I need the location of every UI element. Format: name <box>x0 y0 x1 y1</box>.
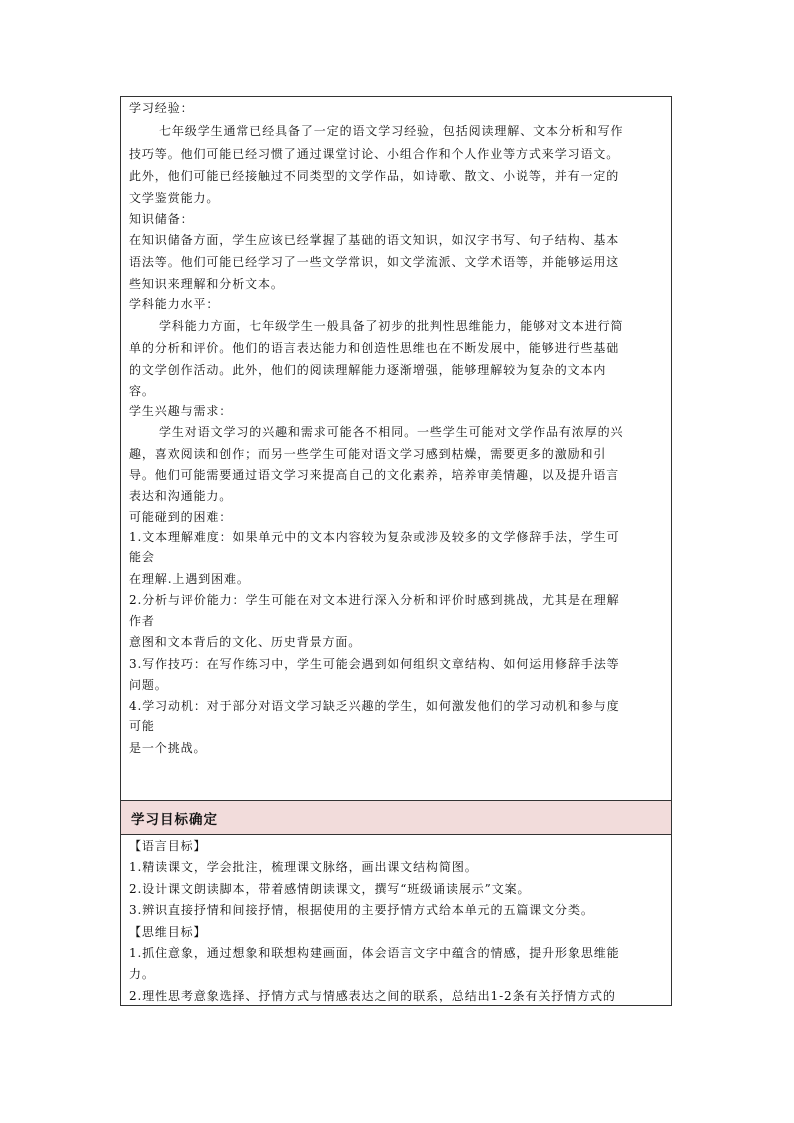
section-heading-band <box>121 801 671 835</box>
subheading-thinking-goals: 【思维目标】 <box>129 925 207 939</box>
learner-analysis-cell <box>121 97 671 801</box>
text-line: 3.辨识直接抒情和间接抒情，根据使用的主要抒情方式给本单元的五篇课文分类。 <box>129 903 594 917</box>
learning-goals-cell <box>121 835 671 1005</box>
text-line: 在理解.上遇到困难。 <box>129 572 250 586</box>
text-line: 语法等。他们可能已经学习了一些文学常识，如文学流派、文学术语等，并能够运用这 <box>129 255 620 269</box>
text-line: 趣，喜欢阅读和创作；而另一些学生可能对语文学习感到枯燥，需要更多的激励和引 <box>129 447 607 461</box>
subheading-ability: 学科能力水平： <box>129 297 220 311</box>
text-line: 1.抓住意象，通过想象和联想构建画面，体会语言文字中蕴含的情感，提升形象思维能 <box>129 946 620 960</box>
text-line: 学科能力方面，七年级学生一般具备了初步的批判性思维能力，能够对文本进行简 <box>159 319 624 333</box>
text-line: 容。 <box>129 384 155 398</box>
subheading-language-goals: 【语言目标】 <box>129 839 207 853</box>
content-table <box>120 96 672 1006</box>
subheading-difficulties: 可能碰到的困难： <box>129 510 233 524</box>
section-heading: 学习目标确定 <box>131 812 218 828</box>
text-line: 2.理性思考意象选择、抒情方式与情感表达之间的联系，总结出1-2条有关抒情方式的 <box>129 989 616 1003</box>
text-line: 4.学习动机：对于部分对语文学习缺乏兴趣的学生，如何激发他们的学习动机和参与度 <box>129 699 620 713</box>
text-line: 文学鉴赏能力。 <box>129 191 220 205</box>
text-line: 表达和沟通能力。 <box>129 489 233 503</box>
text-line: 技巧等。他们可能已经习惯了通过课堂讨论、小组合作和个人作业等方式来学习语文。 <box>129 147 620 161</box>
text-line: 可能 <box>129 719 155 733</box>
text-line: 2.设计课文朗读脚本，带着感情朗读课文，撰写“班级诵读展示”文案。 <box>129 882 531 896</box>
text-line: 学生对语文学习的兴趣和需求可能各不相同。一些学生可能对文学作品有浓厚的兴 <box>159 425 624 439</box>
subheading-knowledge: 知识储备： <box>129 212 194 226</box>
text-line: 单的分析和评价。他们的语言表达能力和创造性思维也在不断发展中，能够进行些基础 <box>129 341 620 355</box>
text-line: 问题。 <box>129 678 168 692</box>
text-line: 七年级学生通常已经具备了一定的语文学习经验，包括阅读理解、文本分析和写作 <box>159 124 624 138</box>
text-line: 在知识储备方面，学生应该已经掌握了基础的语文知识，如汉字书写、句子结构、基本 <box>129 233 620 247</box>
text-line: 1.文本理解难度：如果单元中的文本内容较为复杂或涉及较多的文学修辞手法，学生可 <box>129 530 620 544</box>
text-line: 导。他们可能需要通过语文学习来提高自己的文化素养，培养审美情趣，以及提升语言 <box>129 468 620 482</box>
text-line: 2.分析与评价能力：学生可能在对文本进行深入分析和评价时感到挑战，尤其是在理解 <box>129 593 620 607</box>
text-line: 3.写作技巧：在写作练习中，学生可能会遇到如何组织文章结构、如何运用修辞手法等 <box>129 657 620 671</box>
text-line: 是一个挑战。 <box>129 741 207 755</box>
text-line: 1.精读课文，学会批注，梳理课文脉络，画出课文结构简图。 <box>129 860 478 874</box>
text-line: 作者 <box>129 614 155 628</box>
text-line: 些知识来理解和分析文本。 <box>129 277 284 291</box>
subheading-interest: 学生兴趣与需求： <box>129 404 233 418</box>
text-line: 此外，他们可能已经接触过不同类型的文学作品，如诗歌、散文、小说等，并有一定的 <box>129 169 620 183</box>
text-line: 的文学创作活动。此外，他们的阅读理解能力逐渐增强，能够理解较为复杂的文本内 <box>129 363 607 377</box>
text-line: 能会 <box>129 550 155 564</box>
subheading-experience: 学习经验： <box>129 101 194 115</box>
text-line: 力。 <box>129 967 155 981</box>
text-line: 意图和文本背后的文化、历史背景方面。 <box>129 635 362 649</box>
